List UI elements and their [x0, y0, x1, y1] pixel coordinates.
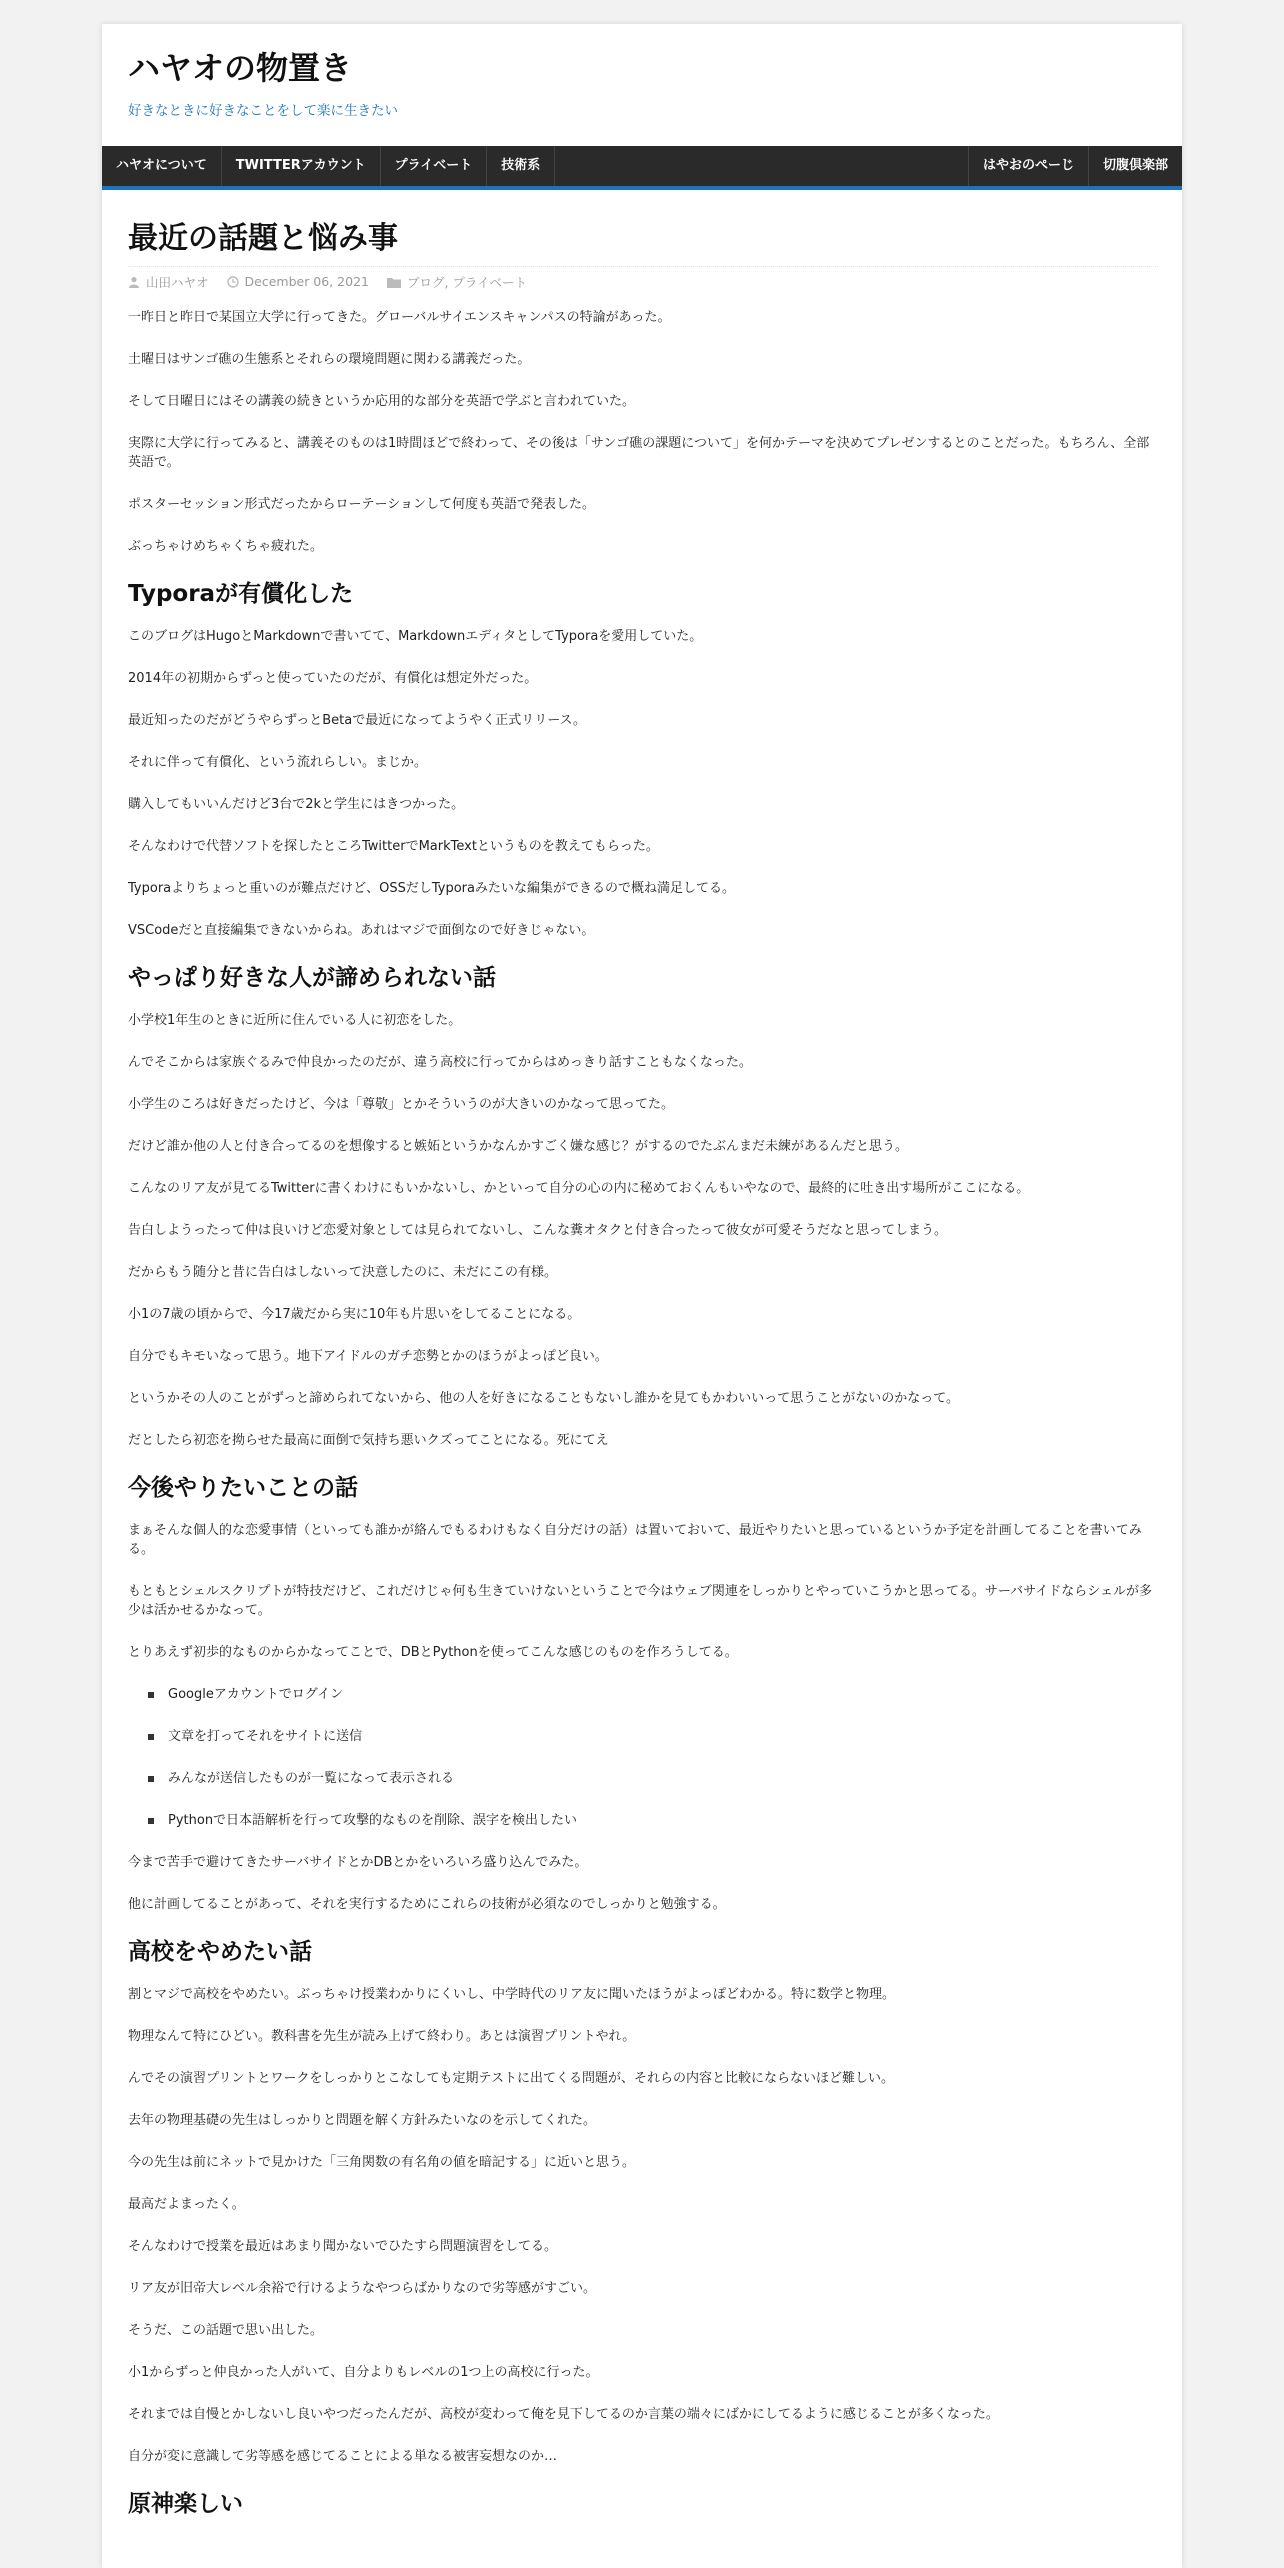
feature-list — [148, 1685, 1158, 1830]
post-meta — [128, 266, 1158, 294]
paragraph: そうだ、この話題で思い出した。 — [128, 2323, 324, 2338]
list-item — [148, 1727, 1158, 1746]
post — [128, 218, 1158, 2517]
list-item-text: Googleアカウントでログイン — [168, 1687, 344, 1702]
user-icon — [128, 276, 140, 288]
paragraph: 今の先生は前にネットで見かけた「三角関数の有名角の値を暗記する」に近いと思う。 — [128, 2155, 636, 2170]
paragraph: というかその人のことがずっと諦められてないから、他の人を好きになることもないし誰かを見てもかわいいって思うことがないのかなって。 — [128, 1391, 959, 1406]
paragraph: 今まで苦手で避けてきたサーバサイドとかDBとかをいろいろ盛り込んでみた。 — [128, 1855, 588, 1870]
paragraph: 小学生のころは好きだったけど、今は「尊敬」とかそういうのが大きいのかなって思ってた。 — [128, 1097, 675, 1112]
paragraph: ぶっちゃけめちゃくちゃ疲れた。 — [128, 539, 324, 554]
paragraph: ポスターセッション形式だったからローテーションして何度も英語で発表した。 — [128, 497, 595, 512]
nav-item-twitter[interactable]: TWITTERアカウント — [222, 146, 381, 186]
paragraph: 最近知ったのだがどうやらずっとBetaで最近になってようやく正式リリース。 — [128, 713, 586, 728]
paragraph: 2014年の初期からずっと使っていたのだが、有償化は想定外だった。 — [128, 671, 538, 686]
paragraph: そんなわけで授業を最近はあまり聞かないでひたすら問題演習をしてる。 — [128, 2239, 558, 2254]
paragraph: だとしたら初恋を拗らせた最高に面倒で気持ち悪いクズってことになる。死にてえ — [128, 1433, 609, 1448]
section-heading-school: 高校をやめたい話 — [128, 1939, 312, 1965]
paragraph: VSCodeだと直接編集できないからね。あれはマジで面倒なので好きじゃない。 — [128, 923, 595, 938]
section-heading-love: やっぱり好きな人が諦められない話 — [128, 965, 496, 991]
nav-left — [102, 146, 555, 186]
section-heading-typora: Typoraが有償化した — [128, 581, 354, 607]
paragraph: んでその演習プリントとワークをしっかりとこなしても定期テストに出てくる問題が、それらの内容と比較にならないほど難しい。 — [128, 2071, 894, 2086]
section-heading-genshin: 原神楽しい — [128, 2491, 243, 2517]
site-description: 好きなときに好きなことをして楽に生きたい — [128, 103, 398, 119]
list-item — [148, 1685, 1158, 1704]
paragraph: リア友が旧帝大レベル余裕で行けるようなやつらばかりなので劣等感がすごい。 — [128, 2281, 597, 2296]
page — [102, 24, 1182, 2568]
paragraph: とりあえず初歩的なものからかなってことで、DBとPythonを使ってこんな感じのものを作ろうしてる。 — [128, 1645, 738, 1660]
list-item-text: みんなが送信したものが一覧になって表示される — [168, 1771, 455, 1786]
meta-date — [227, 274, 369, 289]
paragraph: 小1の7歳の頃からで、今17歳だから実に10年も片思いをしてることになる。 — [128, 1307, 581, 1322]
bullet-icon — [148, 1776, 154, 1782]
clock-icon — [227, 276, 239, 288]
paragraph: 購入してもいいんだけど3台で2kと学生にはきつかった。 — [128, 797, 465, 812]
paragraph: 小学校1年生のときに近所に住んでいる人に初恋をした。 — [128, 1013, 462, 1028]
site-title[interactable]: ハヤオの物置き — [128, 49, 353, 87]
paragraph: 去年の物理基礎の先生はしっかりと問題を解く方針みたいなのを示してくれた。 — [128, 2113, 597, 2128]
paragraph: そんなわけで代替ソフトを探したところTwitterでMarkTextというものを教えてもらった。 — [128, 839, 659, 854]
author-name[interactable]: 山田ハヤオ — [146, 274, 209, 290]
nav-item-private[interactable]: プライベート — [381, 146, 488, 186]
paragraph: そして日曜日にはその講義の続きというか応用的な部分を英語で学ぶと言われていた。 — [128, 394, 636, 409]
bullet-icon — [148, 1692, 154, 1698]
paragraph: 自分が変に意識して劣等感を感じてることによる単なる被害妄想なのか… — [128, 2449, 558, 2464]
main-navigation — [102, 146, 1182, 190]
paragraph: 最高だよまったく。 — [128, 2197, 245, 2212]
paragraph: それに伴って有償化、という流れらしい。まじか。 — [128, 755, 428, 770]
paragraph: Typoraよりちょっと重いのが難点だけど、OSSだしTyporaみたいな編集ができるので概ね満足してる。 — [128, 881, 735, 896]
list-item-text: Pythonで日本語解析を行って攻撃的なものを削除、誤字を検出したい — [168, 1813, 578, 1828]
paragraph: 自分でもキモいなって思う。地下アイドルのガチ恋勢とかのほうがよっぽど良い。 — [128, 1349, 608, 1364]
post-body — [128, 308, 1158, 2520]
nav-right — [968, 146, 1182, 186]
section-heading-future: 今後やりたいことの話 — [128, 1475, 358, 1501]
paragraph: こんなのリア友が見てるTwitterに書くわけにもいかないし、かといって自分の心の内に秘めておくんもいやなので、最終的に吐き出す場所がここになる。 — [128, 1181, 1030, 1196]
paragraph: もともとシェルスクリプトが特技だけど、これだけじゃ何も生きていけないということで今はウェブ関連をしっかりとやっていこうかと思ってる。サーバサイドならシェルが多少は活かせるかなって。 — [128, 1584, 1153, 1618]
list-item — [148, 1769, 1158, 1788]
paragraph: 割とマジで高校をやめたい。ぶっちゃけ授業わかりにくいし、中学時代のリア友に聞いたほうがよっぽどわかる。特に数学と物理。 — [128, 1987, 896, 2002]
nav-item-tech[interactable]: 技術系 — [487, 146, 555, 186]
paragraph: まぁそんな個人的な恋愛事情（といっても誰かが絡んでもるわけもなく自分だけの話）は置いておいて、最近やりたいと思っているというか予定を計画してることを書いてみる。 — [128, 1523, 1142, 1557]
bullet-icon — [148, 1734, 154, 1740]
paragraph: んでそこからは家族ぐるみで仲良かったのだが、違う高校に行ってからはめっきり話すこともなくなった。 — [128, 1055, 752, 1070]
paragraph: 一昨日と昨日で某国立大学に行ってきた。グローバルサイエンスキャンパスの特論があった。 — [128, 310, 671, 325]
paragraph: 土曜日はサンゴ礁の生態系とそれらの環境問題に関わる講義だった。 — [128, 352, 531, 367]
paragraph: それまでは自慢とかしないし良いやつだったんだが、高校が変わって俺を見下してるのか言葉の端々にばかにしてるように感じることが多くなった。 — [128, 2407, 999, 2422]
paragraph: だからもう随分と昔に告白はしないって決意したのに、未だにこの有様。 — [128, 1265, 558, 1280]
meta-categories — [387, 273, 527, 291]
site-header — [102, 24, 1182, 146]
paragraph: 実際に大学に行ってみると、講義そのものは1時間ほどで終わって、その後は「サンゴ礁の課題について」を何かテーマを決めてプレゼンするとのことだった。もちろん、全部英語で。 — [128, 436, 1150, 470]
paragraph: 物理なんて特にひどい。教科書を先生が読み上げて終わり。あとは演習プリントやれ。 — [128, 2029, 636, 2044]
post-date: December 06, 2021 — [244, 274, 369, 289]
paragraph: 他に計画してることがあって、それを実行するためにこれらの技術が必須なのでしっかりと勉強する。 — [128, 1897, 726, 1912]
list-item-text: 文章を打ってそれをサイトに送信 — [168, 1729, 363, 1744]
post-categories[interactable]: ブログ, プライベート — [406, 274, 528, 290]
paragraph: だけど誰か他の人と付き合ってるのを想像すると嫉妬というかなんかすごく嫌な感じ？がするのでたぶんまだ未練があるんだと思う。 — [128, 1139, 909, 1154]
meta-author — [128, 273, 209, 291]
paragraph: 小1からずっと仲良かった人がいて、自分よりもレベルの1つ上の高校に行った。 — [128, 2365, 599, 2380]
post-title: 最近の話題と悩み事 — [128, 221, 398, 256]
nav-item-about[interactable]: ハヤオについて — [102, 146, 222, 186]
nav-item-seppuku-club[interactable]: 切腹倶楽部 — [1088, 146, 1182, 186]
nav-item-hayao-page[interactable]: はやおのぺーじ — [968, 146, 1088, 186]
paragraph: 告白しようったって仲は良いけど恋愛対象としては見られてないし、こんな糞オタクと付き合ったって彼女が可愛そうだなと思ってしまう。 — [128, 1223, 948, 1238]
paragraph: このブログはHugoとMarkdownで書いてて、MarkdownエディタとしてTyporaを愛用していた。 — [128, 629, 703, 644]
folder-icon — [387, 276, 401, 288]
bullet-icon — [148, 1818, 154, 1824]
list-item — [148, 1811, 1158, 1830]
